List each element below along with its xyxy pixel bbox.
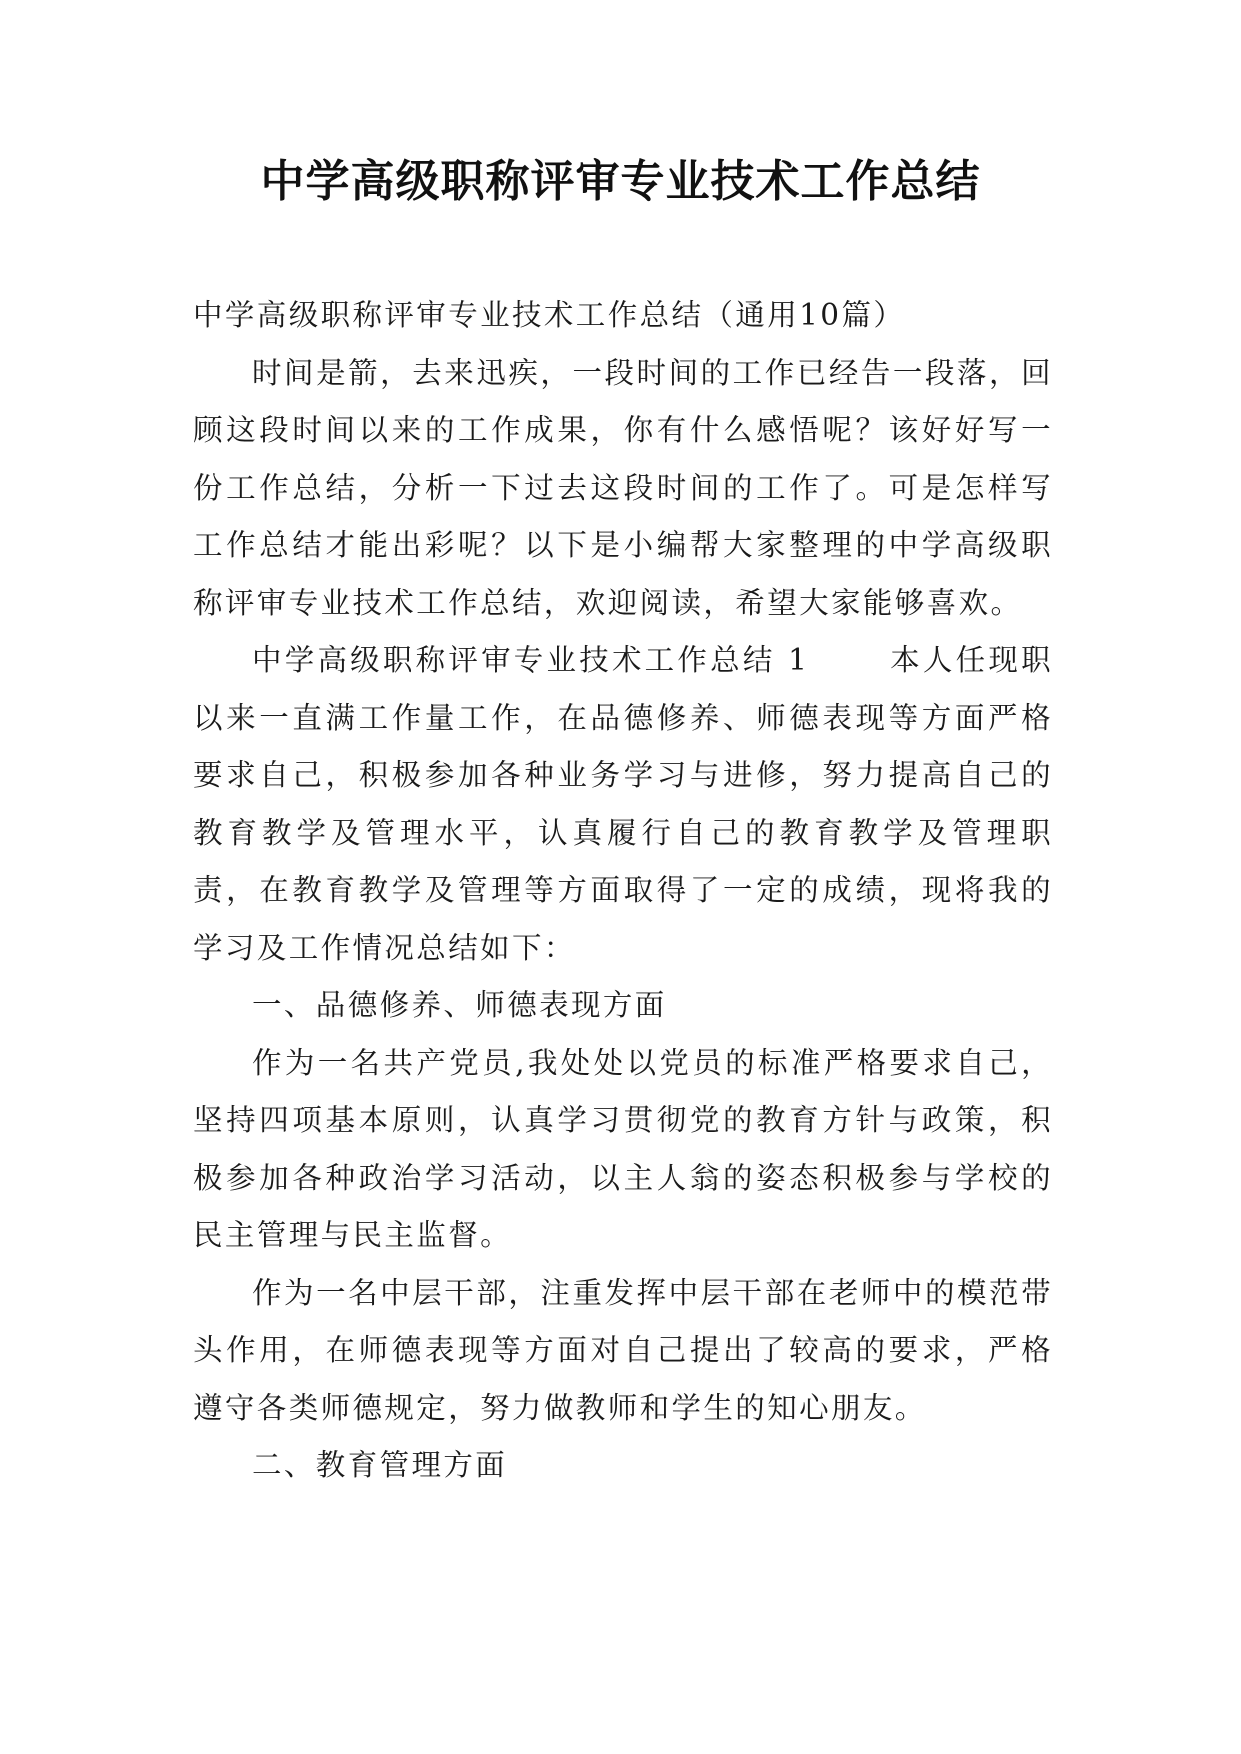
paragraph-party-member: 作为一名共产党员,我处处以党员的标准严格要求自己，坚持四项基本原则，认真学习贯彻党的教育方针与政策，积极参加各种政治学习活动，以主人翁的姿态积极参与学校的民主管理与民主监督。 — [193, 1045, 1053, 1252]
summary-1-text: 本人任现职以来一直满工作量工作，在品德修养、师德表现等方面严格要求自己，积极参加各种业务学习与进修，努力提高自己的教育教学及管理水平，认真履行自己的教育教学及管理职责，在教育教学及管理等方面取得了一定的成绩，现将我的学习及工作情况总结如下： — [193, 643, 1053, 965]
section-heading-1: 中学高级职称评审专业技术工作总结 1 — [252, 643, 810, 677]
paragraph-summary-1 — [193, 632, 1053, 977]
paragraph-subtitle: 中学高级职称评审专业技术工作总结（通用10篇） — [193, 298, 906, 332]
paragraph-middle-cadre: 作为一名中层干部，注重发挥中层干部在老师中的模范带头作用，在师德表现等方面对自己提出了较高的要求，严格遵守各类师德规定，努力做教师和学生的知心朋友。 — [193, 1275, 1053, 1425]
document-title: 中学高级职称评审专业技术工作总结 — [260, 156, 981, 207]
heading-education-management: 二、教育管理方面 — [252, 1448, 508, 1482]
document-body — [193, 287, 1053, 1495]
paragraph-intro: 时间是箭，去来迅疾，一段时间的工作已经告一段落，回顾这段时间以来的工作成果，你有什么感悟呢？该好好写一份工作总结，分析一下过去这段时间的工作了。可是怎样写工作总结才能出彩呢？以下是小编帮大家整理的中学高级职称评审专业技术工作总结，欢迎阅读，希望大家能够喜欢。 — [193, 355, 1053, 620]
heading-morality: 一、品德修养、师德表现方面 — [252, 988, 667, 1022]
